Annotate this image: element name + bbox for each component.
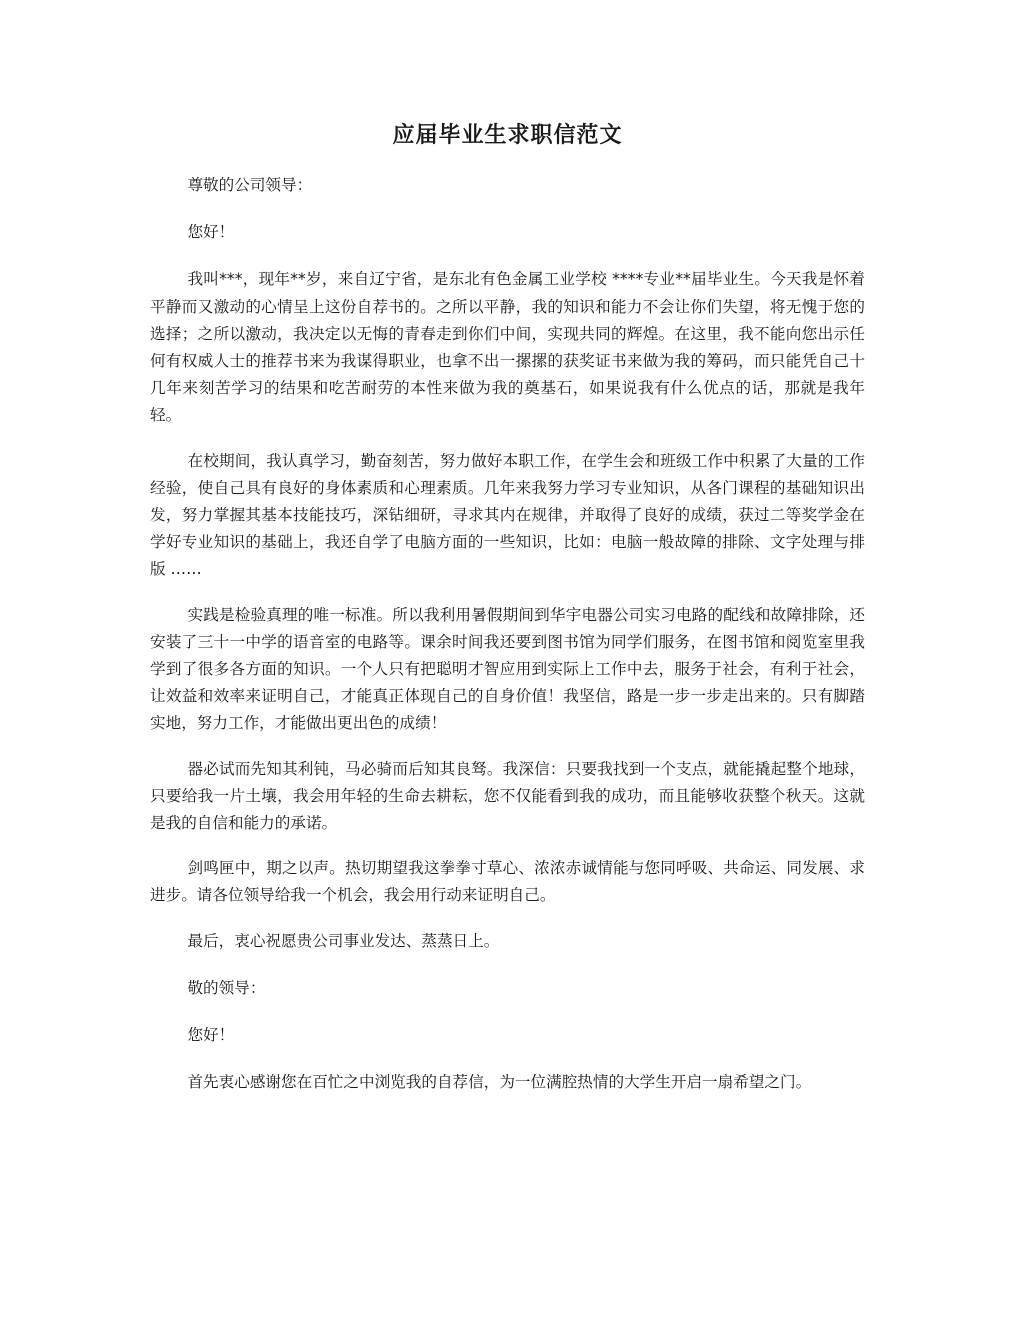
- body-paragraph-hope: 剑鸣匣中，期之以声。热切期望我这拳拳寸草心、浓浓赤诚情能与您同呼吸、共命运、同发展、求进步。请各位领导给我一个机会，我会用行动来证明自己。: [150, 859, 865, 905]
- closing-wishes: 最后，衷心祝愿贵公司事业发达、蒸蒸日上。: [187, 931, 500, 950]
- document-title: 应届毕业生求职信范文: [392, 122, 623, 148]
- body-paragraph-introduction: 我叫***，现年**岁，来自辽宁省，是东北有色金属工业学校 ****专业**届毕业生。今天我是怀着平静而又激动的心情呈上这份自荐书的。之所以平静，我的知识和能力不会让你们失望，将无愧于您的选择；之所以激动，我决定以无悔的青春走到你们中间，实现共同的辉煌。在这里，我不能向您出示任何有权威人士的推荐书来为我谋得职业，也拿不出一摞摞的获奖证书来做为我的筹码，而只能凭自己十几年来刻苦学习的结果和吃苦耐劳的本性来做为我的奠基石，如果说我有什么优点的话，那就是我年轻。: [150, 270, 865, 425]
- second-salutation: 敬的领导：: [187, 978, 266, 997]
- document-page: [150, 118, 865, 1114]
- salutation: 尊敬的公司领导：: [187, 176, 313, 194]
- body-paragraph-confidence: 器必试而先知其利钝，马必骑而后知其良驽。我深信：只要我找到一个支点，就能撬起整个地球，只要给我一片土壤，我会用年轻的生命去耕耘，您不仅能看到我的成功，而且能够收获整个秋天。这就是我的自信和能力的承诺。: [150, 759, 865, 833]
- body-paragraph-practice: 实践是检验真理的唯一标准。所以我利用暑假期间到华宇电器公司实习电路的配线和故障排除，还安装了三十一中学的语音室的电路等。课余时间我还要到图书馆为同学们服务，在图书馆和阅览室里我学到了很多各方面的知识。一个人只有把聪明才智应用到实际上工作中去，服务于社会，有利于社会，让效益和效率来证明自己，才能真正体现自己的自身价值！我坚信，路是一步一步走出来的。只有脚踏实地，努力工作，才能做出更出色的成绩！: [150, 605, 865, 733]
- second-greeting: 您好！: [187, 1026, 235, 1045]
- greeting: 您好！: [187, 223, 235, 242]
- second-body-paragraph: 首先衷心感谢您在百忙之中浏览我的自荐信，为一位满腔热情的大学生开启一扇希望之门。: [187, 1073, 812, 1092]
- body-paragraph-school: 在校期间，我认真学习，勤奋刻苦，努力做好本职工作，在学生会和班级工作中积累了大量的工作经验，使自己具有良好的身体素质和心理素质。几年来我努力学习专业知识，从各门课程的基础知识出发，努力掌握其基本技能技巧，深钻细研，寻求其内在规律，并取得了良好的成绩，获过二等奖学金在学好专业知识的基础上，我还自学了电脑方面的一些知识，比如：电脑一般故障的排除、文字处理与排版 ……: [150, 451, 865, 579]
